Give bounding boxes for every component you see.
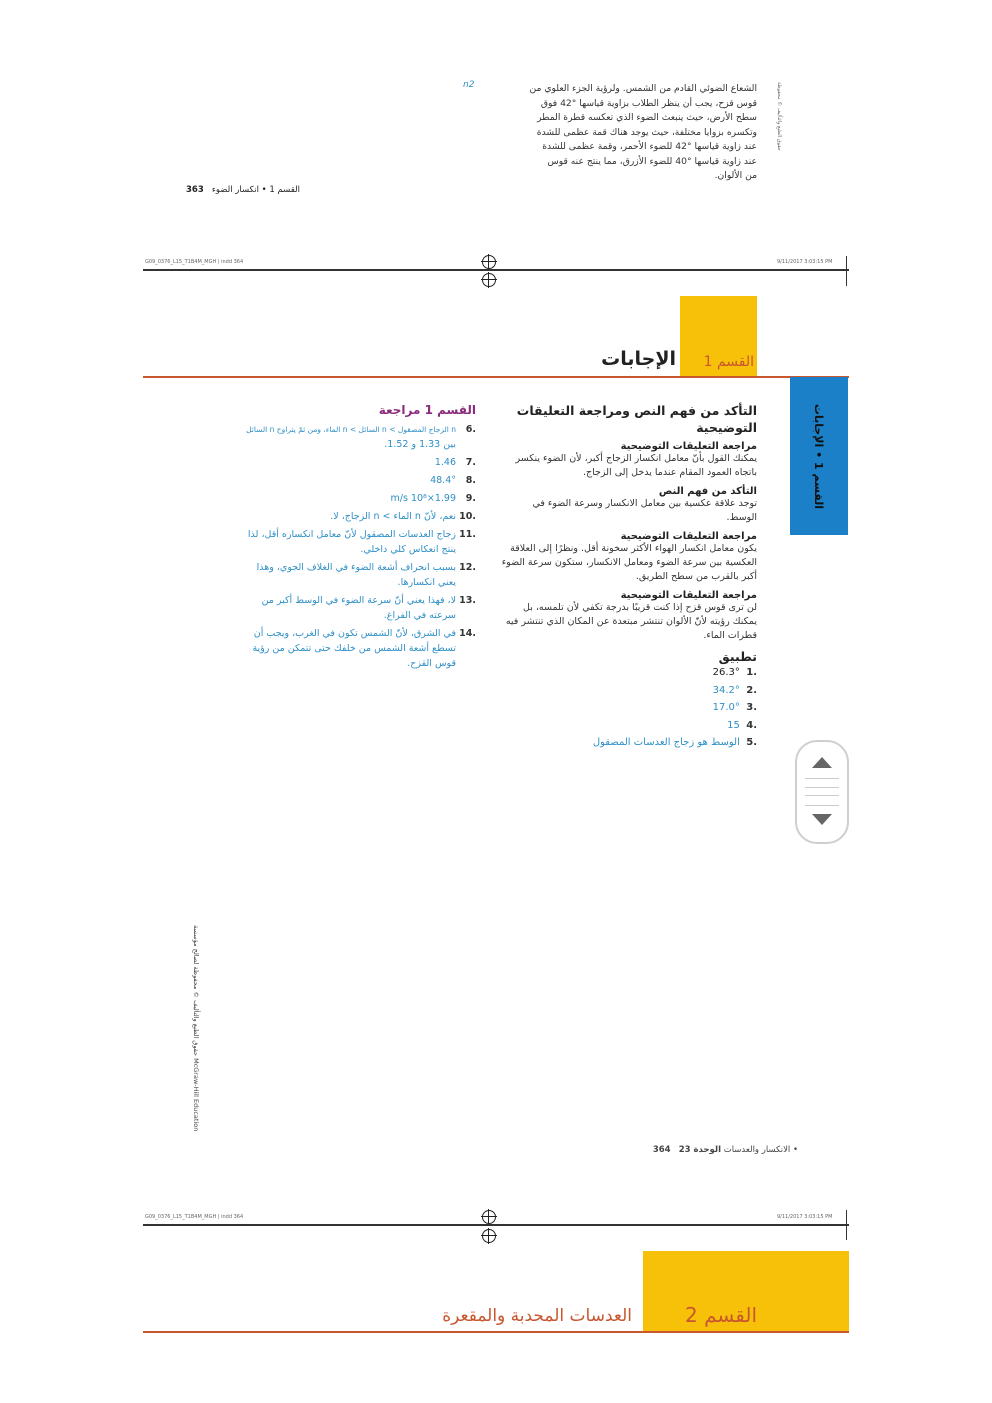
page-number: 364: [652, 1145, 671, 1155]
answer-line: يعني انكسارها.: [397, 577, 456, 588]
footer-363: [180, 185, 300, 195]
block-heading: التأكد من فهم النص: [658, 486, 757, 497]
item-number: .9: [465, 493, 476, 504]
registration-mark-icon: [482, 255, 496, 269]
block-text: توجد علاقة عكسية بين معامل الانكسار وسرعة الضوء في الوسط.: [532, 498, 757, 523]
answer-line: 1.46: [434, 457, 456, 468]
section-label: القسم: [704, 1303, 757, 1327]
block-heading: مراجعة التعليقات التوضيحية: [620, 531, 757, 542]
vertical-credit: حقوق الطبع والتأليف © محفوظة لصالح مؤسسة McGraw-Hill Education: [192, 925, 200, 1132]
print-slug-right: 9/11/2017 3:03:15 PM: [777, 1214, 833, 1220]
registration-mark-icon: [482, 273, 496, 287]
answer-line: قوس القزح.: [407, 658, 456, 669]
list-item: [232, 455, 476, 470]
list-item: [232, 473, 476, 488]
right-column: [500, 402, 757, 752]
list-item: [500, 717, 757, 735]
side-note: حقوق الطبع والتأليف © محفوظة: [776, 82, 782, 151]
list-item: [500, 682, 757, 700]
answer-line: ينتج انعكاس كلي داخلي.: [360, 544, 456, 555]
list-item: [500, 734, 757, 752]
list-item: [232, 422, 476, 452]
answer-line: بين 1.33 و 1.52.: [384, 439, 456, 450]
item-number: .4: [746, 719, 757, 731]
item-number: .8: [465, 475, 476, 486]
list-item: [232, 560, 476, 590]
answer-line: في الشرق، لأنّ الشمس تكون في الغرب، ويجب أن: [253, 628, 456, 639]
scroller-grip[interactable]: [805, 778, 839, 806]
item-number: .1: [746, 667, 757, 678]
answer-line: لا، فهذا يعني أنّ سرعة الضوء في الوسط أكبر من: [261, 595, 456, 606]
item-number: .6: [465, 424, 476, 435]
divider: [846, 256, 847, 286]
paragraph-line: سطح الأرض، حيث ينبعث الضوء الذي تعكسه قطرة المطر: [537, 112, 757, 123]
print-slug-right: 9/11/2017 3:03:15 PM: [777, 259, 833, 265]
main-heading: التأكد من فهم النص ومراجعة التعليقات التوضيحية: [516, 403, 757, 435]
scroll-up-icon[interactable]: [812, 757, 832, 768]
review-heading: القسم 1 مراجعة: [378, 403, 476, 417]
list-item: [500, 664, 757, 682]
footer-text: • الانكسار والعدسات: [723, 1145, 798, 1155]
review-list: [232, 422, 476, 671]
item-number: .13: [459, 595, 476, 606]
paragraph-line: الشعاع الضوئي القادم من الشمس. ولرؤية الجزء العلوي من: [529, 83, 757, 94]
answer: 34.2°: [712, 684, 740, 696]
list-item: [232, 509, 476, 524]
section-1-badge-text: [680, 354, 754, 370]
divider: [143, 1224, 849, 1226]
answer-line: سرعته في الفراغ.: [383, 610, 456, 621]
print-slug-left: G09_0376_L15_T1B4M_MGH | indd 364: [145, 1214, 244, 1220]
answer-line: نعم، لأنّ n الماء > n الزجاج، لا.: [330, 511, 456, 522]
header-rule: [143, 376, 849, 378]
page-number: 363: [185, 185, 204, 195]
item-number: .12: [459, 562, 476, 573]
item-number: .14: [459, 628, 476, 639]
section-2-title: العدسات المحدبة والمقعرة: [442, 1306, 632, 1326]
list-item: [500, 699, 757, 717]
header-rule: [143, 1331, 849, 1333]
list-item: [232, 593, 476, 623]
top-paragraph: [500, 82, 757, 184]
unit-label: الوحدة 23: [678, 1145, 721, 1155]
paragraph-line: من الألوان.: [714, 170, 757, 181]
page-scroller[interactable]: [795, 740, 849, 844]
footer-364: [600, 1145, 798, 1155]
section-number: 2: [684, 1303, 698, 1327]
answer-line: تسطع أشعة الشمس من خلفك حتى تتمكن من رؤية: [252, 643, 456, 654]
n2-label: n2: [463, 80, 475, 90]
block-heading: مراجعة التعليقات التوضيحية: [620, 441, 757, 452]
footer-text: القسم 1 • انكسار الضوء: [211, 185, 300, 195]
scroll-down-icon[interactable]: [812, 814, 832, 825]
paragraph-line: قوس قزح، يجب أن ينظر الطلاب بزاوية قياسها °42 فوق: [540, 97, 757, 109]
answer-line: 1.99×10⁸ m/s: [390, 493, 456, 504]
paragraph-line: عند زاوية قياسها °40 للضوء الأزرق، مما ينتج عنه قوس: [547, 155, 757, 167]
list-item: [232, 491, 476, 506]
paragraph-line: عند زاوية قياسها °42 للضوء الأحمر، وقمة عظمى للشدة: [542, 141, 757, 152]
print-slug-left: G09_0376_L15_T1B4M_MGH | indd 364: [145, 259, 244, 265]
answer-line: n الزجاج المصقول > n السائل > n الماء، ومن ثمّ يتراوح n السائل: [246, 425, 456, 434]
answer-line: زجاج العدسات المصقول لأنّ معامل انكساره أقل، لذا: [247, 529, 456, 540]
registration-mark-icon: [482, 1229, 496, 1243]
block-text: يكون معامل انكسار الهواء الأكثر سخونة أقل. ونظرًا إلى العلاقة العكسية بين سرعة الضوء ومعامل الانكسار، ستكون سرعة الضوء أكبر بالقرب من سطح الطريق.: [501, 543, 757, 582]
answer-line: بسبب انحراف أشعة الضوء في الغلاف الجوي، وهذا: [256, 562, 456, 573]
paragraph-line: وتكسره بزوايا مختلفة، حيث يوجد هناك قمة عظمى للشدة: [536, 126, 757, 138]
practice-list: [500, 664, 757, 752]
registration-mark-icon: [482, 1210, 496, 1224]
block-text: لن ترى قوس قزح إذا كنت قريبًا بدرجة تكفي لأن تلمسه، بل يمكنك رؤيته لأنّ الألوان تنتشر مبتعدة عن المكان الذي تنتشر فيه قطرات الماء.: [505, 602, 757, 641]
divider: [846, 1210, 847, 1240]
practice-heading: تطبيق: [718, 649, 757, 664]
item-number: .5: [746, 737, 757, 748]
item-number: .7: [465, 457, 476, 468]
answer: 17.0°: [712, 702, 740, 713]
answer: 26.3°: [712, 667, 740, 678]
page-title: الإجابات: [601, 348, 676, 370]
block-text: يمكنك القول بأنّ معامل انكسار الزجاج أكبر، لأن الضوء ينكسر باتجاه العمود المقام عندما يدخل إلى الزجاج.: [515, 453, 757, 478]
answer: الوسط هو زجاج العدسات المصقول: [592, 737, 740, 748]
item-number: .10: [459, 511, 476, 522]
section-number: 1: [703, 354, 713, 370]
section-2-badge-text: [643, 1303, 757, 1327]
list-item: [232, 527, 476, 557]
side-tab-label: القسم 1 • الإجابات: [812, 403, 826, 509]
divider: [143, 269, 849, 271]
section-label: القسم: [716, 354, 754, 370]
left-column: [232, 402, 476, 671]
list-item: [232, 626, 476, 671]
item-number: .3: [746, 702, 757, 713]
item-number: .2: [746, 684, 757, 696]
item-number: .11: [459, 529, 476, 540]
answer: 15: [727, 719, 740, 731]
answer-line: 48.4°: [430, 475, 456, 486]
block-heading: مراجعة التعليقات التوضيحية: [620, 590, 757, 601]
